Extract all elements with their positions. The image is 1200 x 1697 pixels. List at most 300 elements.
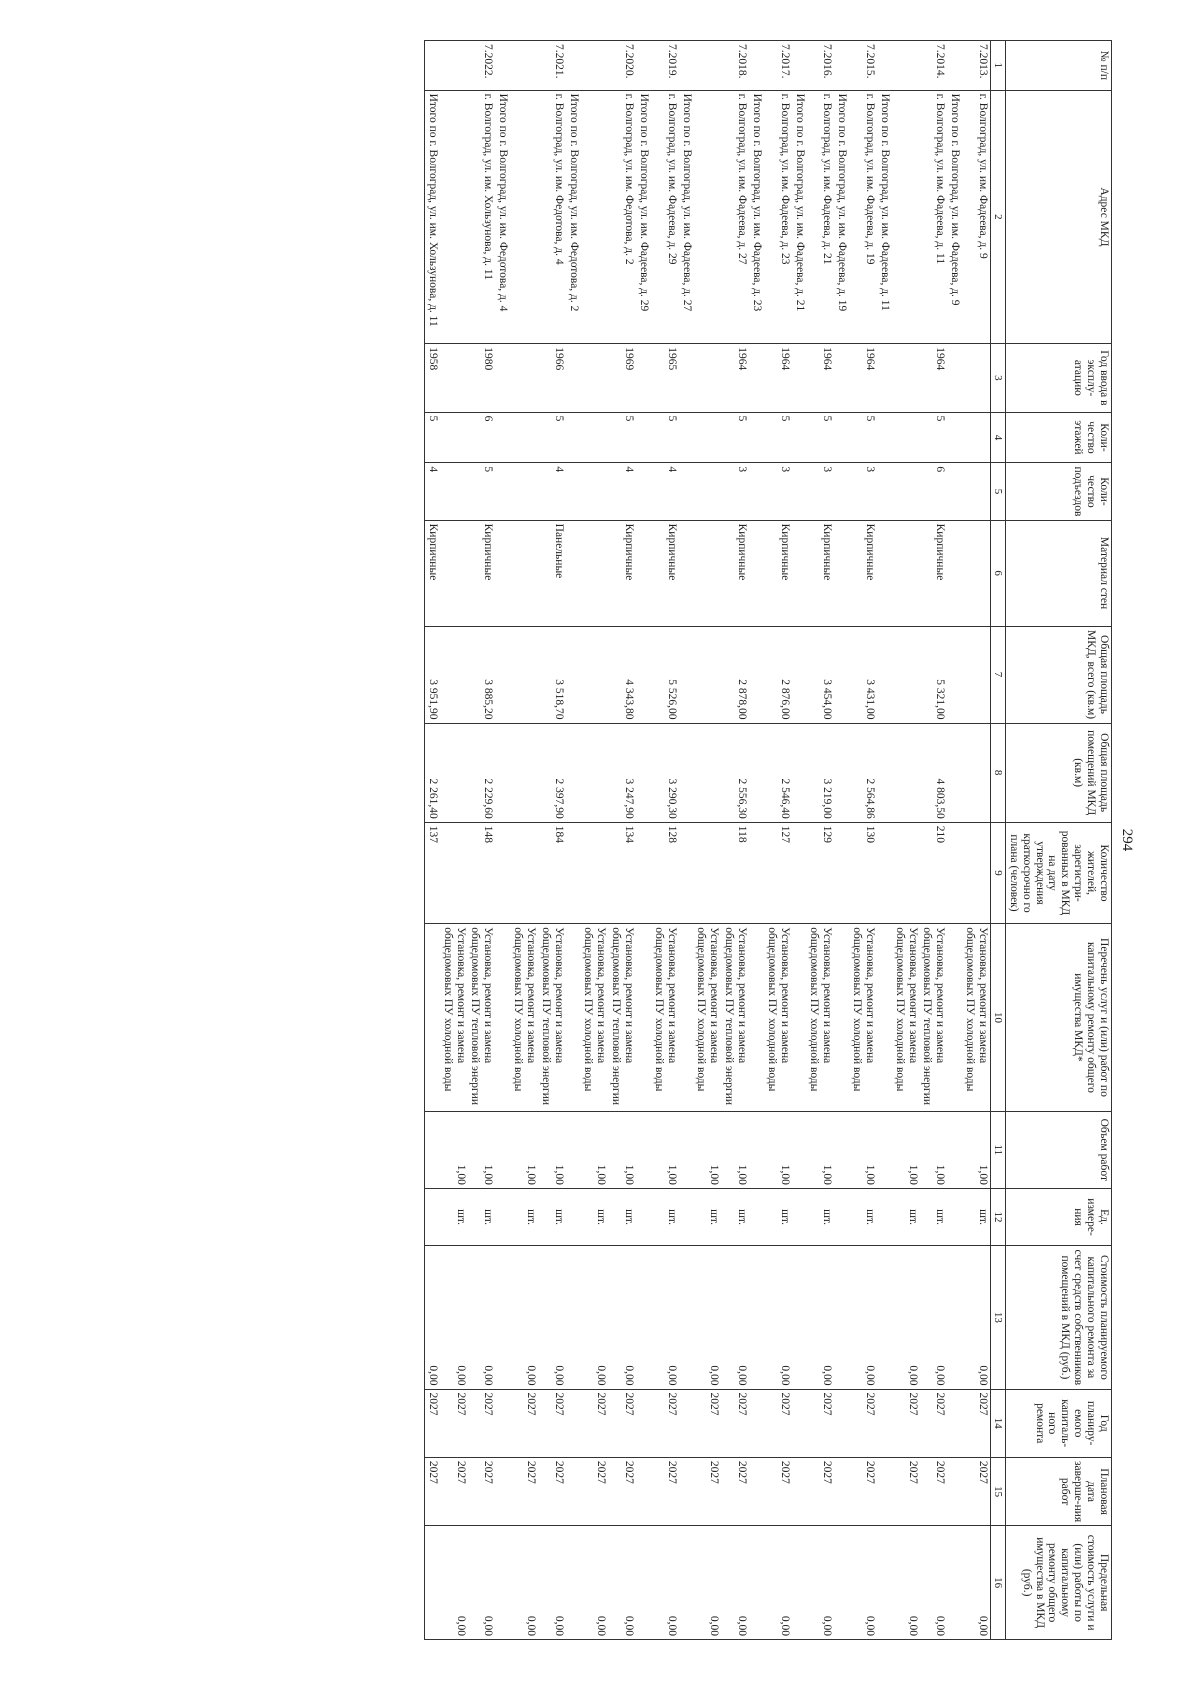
work-description-cell: Установка, ремонт и замена общедомовых ПУ холодной воды (694, 924, 722, 1111)
year-built-cell (694, 344, 722, 412)
residents-cell: 130 (849, 822, 877, 923)
address-cell: г. Волгоград, ул. им. Фадеева, д. 11 (920, 90, 948, 344)
work-volume-cell (425, 1111, 440, 1188)
premises-area-cell: 3 219,00 (807, 723, 835, 822)
floors-cell (440, 412, 468, 463)
entrances-cell (581, 463, 609, 520)
header-cell: Общая площадь помещений МКД (кв.м) (1006, 723, 1112, 822)
address-cell: г. Волгоград, ул. им. Фадеева, д. 19 (849, 90, 877, 344)
wall-material-cell: Кирпичные (425, 520, 440, 626)
wall-material-cell (749, 520, 764, 626)
residents-cell (694, 822, 722, 923)
work-description-cell (425, 924, 440, 1111)
table-row (962, 41, 990, 1640)
address-cell: г. Волгоград, ул. им. Федотова, д. 4 (538, 90, 566, 344)
floors-cell: 5 (764, 412, 792, 463)
row-number-cell: 7.2021. (538, 41, 566, 91)
row-number-cell: 7.2017. (764, 41, 792, 91)
wall-material-cell: Кирпичные (651, 520, 679, 626)
residents-cell: 184 (538, 822, 566, 923)
unit-cell: шт. (581, 1188, 609, 1245)
total-area-cell (962, 626, 990, 723)
entrances-cell: 4 (608, 463, 636, 520)
residents-cell: 210 (920, 822, 948, 923)
row-number-cell (636, 41, 651, 91)
floors-cell: 5 (651, 412, 679, 463)
wall-material-cell: Кирпичные (849, 520, 877, 626)
max-cost-cell: 0,00 (807, 1526, 835, 1640)
max-cost-cell: 0,00 (468, 1526, 496, 1640)
table-row (807, 41, 835, 1640)
work-description-cell (792, 924, 807, 1111)
wall-material-cell (892, 520, 920, 626)
residents-cell (495, 822, 510, 923)
header-cell: Коли-чество подъездов (1006, 463, 1112, 520)
entrances-cell: 6 (920, 463, 948, 520)
entrances-cell: 3 (764, 463, 792, 520)
entrances-cell (749, 463, 764, 520)
row-number-cell: 7.2016. (807, 41, 835, 91)
column-number: 1 (991, 41, 1006, 91)
address-cell: Итого по г. Волгоград, ул. им. Федотова, д. 4 (495, 90, 510, 344)
max-cost-cell (425, 1526, 440, 1640)
owner-cost-cell (749, 1246, 764, 1389)
total-area-cell (877, 626, 892, 723)
year-built-cell (892, 344, 920, 412)
work-volume-cell (877, 1111, 892, 1188)
table-row (749, 41, 764, 1640)
header-row (1006, 41, 1112, 1640)
max-cost-cell (834, 1526, 849, 1640)
completion-date-cell: 2027 (694, 1457, 722, 1525)
column-number: 15 (991, 1457, 1006, 1525)
unit-cell: шт. (849, 1188, 877, 1245)
work-volume-cell (834, 1111, 849, 1188)
work-volume-cell: 1,00 (651, 1111, 679, 1188)
year-built-cell (877, 344, 892, 412)
table-row (679, 41, 694, 1640)
column-number: 4 (991, 412, 1006, 463)
year-built-cell: 1980 (468, 344, 496, 412)
header-cell: Общая площадь МКД, всего (кв.м) (1006, 626, 1112, 723)
unit-cell: шт. (962, 1188, 990, 1245)
work-description-cell (877, 924, 892, 1111)
premises-area-cell (877, 723, 892, 822)
row-number-cell: 7.2014. (920, 41, 948, 91)
work-description-cell: Установка, ремонт и замена общедомовых ПУ тепловой энергии (608, 924, 636, 1111)
year-built-cell: 1964 (807, 344, 835, 412)
floors-cell (749, 412, 764, 463)
row-number-cell (694, 41, 722, 91)
residents-cell (749, 822, 764, 923)
repair-year-cell: 2027 (721, 1389, 749, 1457)
column-number: 9 (991, 822, 1006, 923)
entrances-cell: 4 (538, 463, 566, 520)
repair-year-cell: 2027 (920, 1389, 948, 1457)
unit-cell: шт. (538, 1188, 566, 1245)
entrances-cell (440, 463, 468, 520)
owner-cost-cell: 0,00 (581, 1246, 609, 1389)
max-cost-cell (495, 1526, 510, 1640)
owner-cost-cell (495, 1246, 510, 1389)
total-area-cell: 3 431,00 (849, 626, 877, 723)
column-number: 5 (991, 463, 1006, 520)
work-volume-cell (947, 1111, 962, 1188)
year-built-cell (495, 344, 510, 412)
entrances-cell (834, 463, 849, 520)
address-cell: г. Волгоград, ул. им. Фадеева, д. 21 (807, 90, 835, 344)
row-number-cell (581, 41, 609, 91)
repair-year-cell: 2027 (581, 1389, 609, 1457)
floors-cell: 6 (468, 412, 496, 463)
completion-date-cell: 2027 (721, 1457, 749, 1525)
entrances-cell: 3 (807, 463, 835, 520)
unit-cell: шт. (892, 1188, 920, 1245)
header-cell: Год планиру-емого капиталь-ного ремонта (1006, 1389, 1112, 1457)
wall-material-cell: Кирпичные (764, 520, 792, 626)
unit-cell (679, 1188, 694, 1245)
total-area-cell: 5 526,00 (651, 626, 679, 723)
address-cell (440, 90, 468, 344)
header-cell: Материал стен (1006, 520, 1112, 626)
year-built-cell (566, 344, 581, 412)
unit-cell: шт. (608, 1188, 636, 1245)
residents-cell (636, 822, 651, 923)
year-built-cell (792, 344, 807, 412)
owner-cost-cell: 0,00 (440, 1246, 468, 1389)
work-volume-cell: 1,00 (849, 1111, 877, 1188)
entrances-cell (510, 463, 538, 520)
owner-cost-cell: 0,00 (920, 1246, 948, 1389)
work-description-cell: Установка, ремонт и замена общедомовых ПУ холодной воды (440, 924, 468, 1111)
completion-date-cell: 2027 (538, 1457, 566, 1525)
residents-cell (892, 822, 920, 923)
column-number-row (991, 41, 1006, 1640)
completion-date-cell (792, 1457, 807, 1525)
work-description-cell (834, 924, 849, 1111)
year-built-cell (440, 344, 468, 412)
unit-cell (947, 1188, 962, 1245)
column-number: 12 (991, 1188, 1006, 1245)
owner-cost-cell: 0,00 (892, 1246, 920, 1389)
owner-cost-cell: 0,00 (608, 1246, 636, 1389)
table-row (440, 41, 468, 1640)
wall-material-cell: Кирпичные (721, 520, 749, 626)
owner-cost-cell: 0,00 (510, 1246, 538, 1389)
max-cost-cell (877, 1526, 892, 1640)
floors-cell: 5 (807, 412, 835, 463)
repair-year-cell (566, 1389, 581, 1457)
wall-material-cell: Кирпичные (920, 520, 948, 626)
year-built-cell (510, 344, 538, 412)
repair-plan-table (424, 40, 1112, 1640)
work-description-cell (566, 924, 581, 1111)
repair-year-cell (834, 1389, 849, 1457)
floors-cell (495, 412, 510, 463)
repair-year-cell: 2027 (807, 1389, 835, 1457)
owner-cost-cell: 0,00 (849, 1246, 877, 1389)
owner-cost-cell: 0,00 (721, 1246, 749, 1389)
repair-year-cell (749, 1389, 764, 1457)
premises-area-cell: 2 261,40 (425, 723, 440, 822)
wall-material-cell: Кирпичные (468, 520, 496, 626)
total-area-cell (510, 626, 538, 723)
entrances-cell (892, 463, 920, 520)
table-row (764, 41, 792, 1640)
address-cell (892, 90, 920, 344)
work-description-cell: Установка, ремонт и замена общедомовых ПУ тепловой энергии (538, 924, 566, 1111)
work-volume-cell: 1,00 (892, 1111, 920, 1188)
header-cell: Объем работ (1006, 1111, 1112, 1188)
total-area-cell: 3 951,90 (425, 626, 440, 723)
total-area-cell (581, 626, 609, 723)
work-description-cell (636, 924, 651, 1111)
year-built-cell (636, 344, 651, 412)
work-description-cell: Установка, ремонт и замена общедомовых ПУ тепловой энергии (468, 924, 496, 1111)
work-volume-cell (636, 1111, 651, 1188)
header-cell: № п/п (1006, 41, 1112, 91)
entrances-cell (566, 463, 581, 520)
row-number-cell (792, 41, 807, 91)
wall-material-cell (947, 520, 962, 626)
completion-date-cell (947, 1457, 962, 1525)
address-cell: г. Волгоград, ул. им. Федотова, д. 2 (608, 90, 636, 344)
residents-cell (877, 822, 892, 923)
repair-year-cell (877, 1389, 892, 1457)
year-built-cell (581, 344, 609, 412)
table-row (834, 41, 849, 1640)
owner-cost-cell: 0,00 (962, 1246, 990, 1389)
total-area-cell (636, 626, 651, 723)
owner-cost-cell: 0,00 (764, 1246, 792, 1389)
max-cost-cell: 0,00 (581, 1526, 609, 1640)
year-built-cell (834, 344, 849, 412)
owner-cost-cell (834, 1246, 849, 1389)
repair-year-cell (792, 1389, 807, 1457)
completion-date-cell (834, 1457, 849, 1525)
completion-date-cell: 2027 (962, 1457, 990, 1525)
completion-date-cell: 2027 (849, 1457, 877, 1525)
wall-material-cell (636, 520, 651, 626)
repair-year-cell: 2027 (440, 1389, 468, 1457)
floors-cell (792, 412, 807, 463)
max-cost-cell: 0,00 (608, 1526, 636, 1640)
unit-cell (495, 1188, 510, 1245)
owner-cost-cell: 0,00 (651, 1246, 679, 1389)
entrances-cell: 4 (425, 463, 440, 520)
entrances-cell: 3 (721, 463, 749, 520)
work-volume-cell (792, 1111, 807, 1188)
residents-cell (962, 822, 990, 923)
table-row (947, 41, 962, 1640)
premises-area-cell: 2 564,86 (849, 723, 877, 822)
total-area-cell (749, 626, 764, 723)
completion-date-cell (749, 1457, 764, 1525)
wall-material-cell: Панельные (538, 520, 566, 626)
row-number-cell (834, 41, 849, 91)
year-built-cell: 1958 (425, 344, 440, 412)
row-number-cell (495, 41, 510, 91)
residents-cell: 128 (651, 822, 679, 923)
year-built-cell: 1965 (651, 344, 679, 412)
floors-cell (636, 412, 651, 463)
repair-year-cell: 2027 (694, 1389, 722, 1457)
unit-cell (792, 1188, 807, 1245)
total-area-cell: 3 518,70 (538, 626, 566, 723)
work-description-cell: Установка, ремонт и замена общедомовых ПУ холодной воды (892, 924, 920, 1111)
unit-cell: шт. (920, 1188, 948, 1245)
floors-cell: 5 (538, 412, 566, 463)
owner-cost-cell (792, 1246, 807, 1389)
residents-cell (510, 822, 538, 923)
max-cost-cell: 0,00 (510, 1526, 538, 1640)
work-volume-cell (495, 1111, 510, 1188)
work-description-cell (947, 924, 962, 1111)
year-built-cell (749, 344, 764, 412)
column-number: 13 (991, 1246, 1006, 1389)
completion-date-cell: 2027 (510, 1457, 538, 1525)
wall-material-cell (679, 520, 694, 626)
entrances-cell (962, 463, 990, 520)
header-cell: Плановая дата заверше-ния работ (1006, 1457, 1112, 1525)
column-number: 10 (991, 924, 1006, 1111)
entrances-cell: 4 (651, 463, 679, 520)
max-cost-cell: 0,00 (764, 1526, 792, 1640)
wall-material-cell (495, 520, 510, 626)
total-area-cell (440, 626, 468, 723)
wall-material-cell: Кирпичные (608, 520, 636, 626)
floors-cell: 5 (425, 412, 440, 463)
max-cost-cell: 0,00 (892, 1526, 920, 1640)
wall-material-cell (834, 520, 849, 626)
residents-cell (581, 822, 609, 923)
unit-cell: шт. (440, 1188, 468, 1245)
owner-cost-cell: 0,00 (538, 1246, 566, 1389)
unit-cell: шт. (721, 1188, 749, 1245)
premises-area-cell (694, 723, 722, 822)
completion-date-cell: 2027 (892, 1457, 920, 1525)
table-row (636, 41, 651, 1640)
completion-date-cell: 2027 (440, 1457, 468, 1525)
owner-cost-cell (636, 1246, 651, 1389)
max-cost-cell (636, 1526, 651, 1640)
row-number-cell (947, 41, 962, 91)
completion-date-cell: 2027 (920, 1457, 948, 1525)
total-area-cell (694, 626, 722, 723)
residents-cell (566, 822, 581, 923)
work-volume-cell: 1,00 (764, 1111, 792, 1188)
floors-cell (679, 412, 694, 463)
address-cell: Итого по г. Волгоград, ул. им. Фадеева, д. 21 (792, 90, 807, 344)
premises-area-cell (566, 723, 581, 822)
unit-cell: шт. (807, 1188, 835, 1245)
max-cost-cell: 0,00 (849, 1526, 877, 1640)
row-number-cell (892, 41, 920, 91)
unit-cell: шт. (694, 1188, 722, 1245)
row-number-cell (566, 41, 581, 91)
max-cost-cell: 0,00 (440, 1526, 468, 1640)
premises-area-cell (962, 723, 990, 822)
floors-cell (581, 412, 609, 463)
total-area-cell (495, 626, 510, 723)
unit-cell: шт. (651, 1188, 679, 1245)
address-cell: г. Волгоград, ул. им. Фадеева, д. 29 (651, 90, 679, 344)
max-cost-cell (679, 1526, 694, 1640)
table-row (849, 41, 877, 1640)
row-number-cell: 7.2018. (721, 41, 749, 91)
residents-cell (679, 822, 694, 923)
year-built-cell: 1966 (538, 344, 566, 412)
max-cost-cell (749, 1526, 764, 1640)
table-row (566, 41, 581, 1640)
table-row (608, 41, 636, 1640)
year-built-cell: 1964 (764, 344, 792, 412)
work-volume-cell: 1,00 (581, 1111, 609, 1188)
row-number-cell: 7.2013. (962, 41, 990, 91)
row-number-cell (877, 41, 892, 91)
entrances-cell (679, 463, 694, 520)
max-cost-cell (947, 1526, 962, 1640)
unit-cell (566, 1188, 581, 1245)
owner-cost-cell: 0,00 (807, 1246, 835, 1389)
work-description-cell: Установка, ремонт и замена общедомовых ПУ холодной воды (764, 924, 792, 1111)
address-cell: г. Волгоград, ул. им. Фадеева, д. 9 (962, 90, 990, 344)
work-description-cell: Установка, ремонт и замена общедомовых ПУ холодной воды (807, 924, 835, 1111)
work-volume-cell: 1,00 (468, 1111, 496, 1188)
work-volume-cell: 1,00 (694, 1111, 722, 1188)
owner-cost-cell (947, 1246, 962, 1389)
floors-cell (834, 412, 849, 463)
year-built-cell: 1964 (920, 344, 948, 412)
header-cell: Предельная стоимость услуги и (или) работы по капитальному ремонту общего имущества в МКД (руб.) (1006, 1526, 1112, 1640)
address-cell (694, 90, 722, 344)
table-row (920, 41, 948, 1640)
unit-cell (749, 1188, 764, 1245)
column-number: 3 (991, 344, 1006, 412)
floors-cell (947, 412, 962, 463)
entrances-cell (694, 463, 722, 520)
table-row (538, 41, 566, 1640)
residents-cell: 148 (468, 822, 496, 923)
premises-area-cell: 2 556,30 (721, 723, 749, 822)
address-cell: Итого по г. Волгоград, ул. им. Фадеева, д. 23 (749, 90, 764, 344)
premises-area-cell (892, 723, 920, 822)
premises-area-cell (947, 723, 962, 822)
floors-cell (566, 412, 581, 463)
work-description-cell: Установка, ремонт и замена общедомовых ПУ холодной воды (849, 924, 877, 1111)
address-cell (581, 90, 609, 344)
owner-cost-cell (679, 1246, 694, 1389)
residents-cell: 129 (807, 822, 835, 923)
work-description-cell: Установка, ремонт и замена общедомовых ПУ тепловой энергии (920, 924, 948, 1111)
total-area-cell: 2 878,00 (721, 626, 749, 723)
column-number: 16 (991, 1526, 1006, 1640)
work-description-cell: Установка, ремонт и замена общедомовых ПУ холодной воды (510, 924, 538, 1111)
work-description-cell (679, 924, 694, 1111)
completion-date-cell: 2027 (468, 1457, 496, 1525)
total-area-cell (792, 626, 807, 723)
address-cell: г. Волгоград, ул. им. Фадеева, д. 27 (721, 90, 749, 344)
column-number: 2 (991, 90, 1006, 344)
row-number-cell (679, 41, 694, 91)
entrances-cell (792, 463, 807, 520)
work-volume-cell: 1,00 (440, 1111, 468, 1188)
total-area-cell (947, 626, 962, 723)
total-area-cell (834, 626, 849, 723)
work-volume-cell: 1,00 (807, 1111, 835, 1188)
table-row (468, 41, 496, 1640)
row-number-cell (440, 41, 468, 91)
